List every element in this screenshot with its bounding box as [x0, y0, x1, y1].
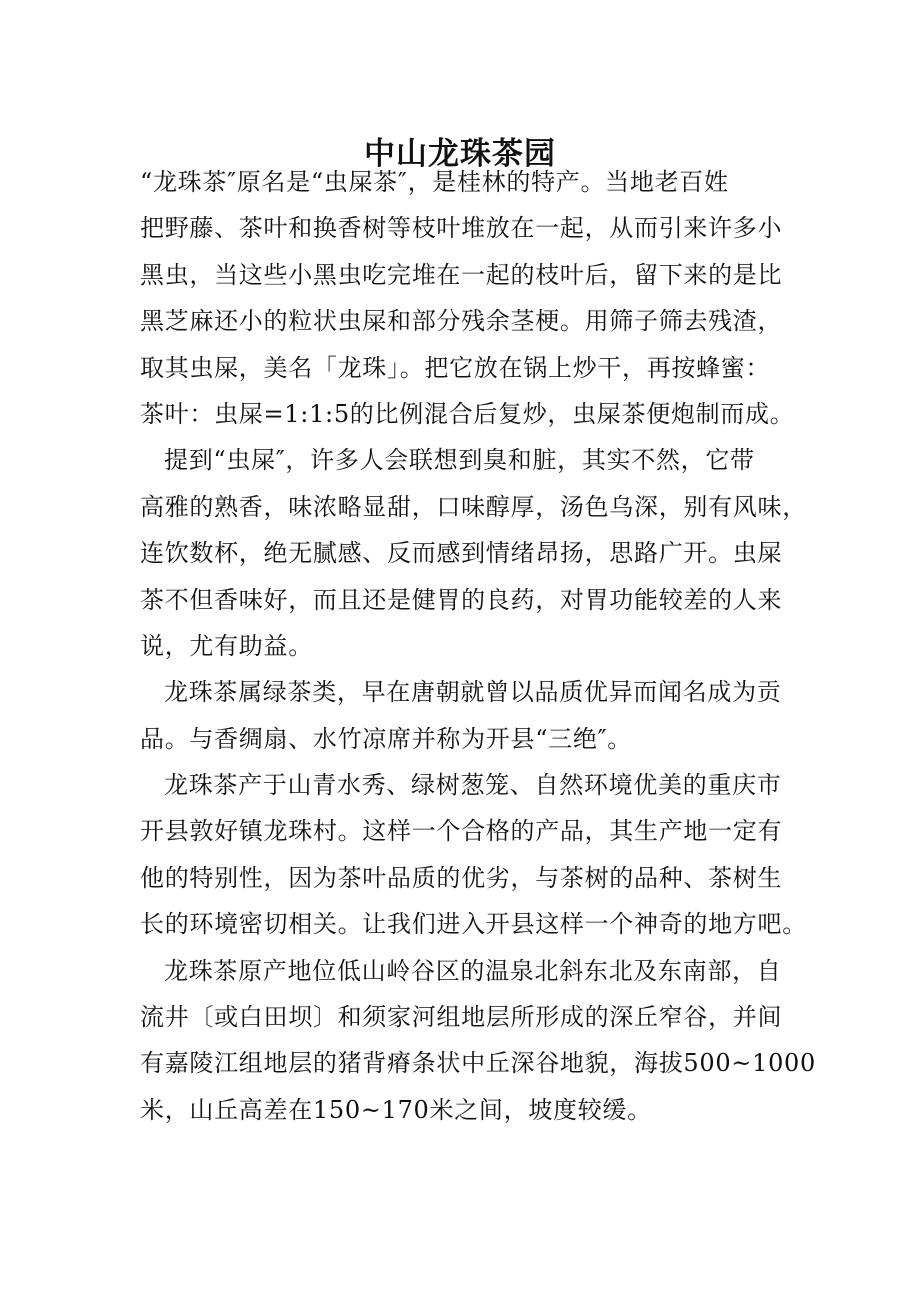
text-line: 龙珠茶属绿茶类，早在唐朝就曾以品质优异而闻名成为贡 — [164, 678, 782, 707]
text-line: 黑虫，当这些小黑虫吃完堆在一起的枝叶后，留下来的是比 — [140, 260, 783, 289]
text-line: 他的特别性，因为茶叶品质的优劣，与茶树的品种、茶树生 — [140, 863, 783, 892]
text-line: 茶不但香味好，而且还是健胃的良药，对胃功能较差的人来 — [140, 585, 783, 614]
paragraph — [140, 437, 807, 669]
paragraph — [140, 669, 800, 762]
text-line: 流井〔或白田坝〕和须家河组地层所形成的深丘窄谷，并间 — [140, 1003, 783, 1032]
paragraph — [140, 762, 807, 948]
text-line: 连饮数杯，绝无腻感、反而感到情绪昂扬，思路广开。虫屎 — [140, 539, 783, 568]
paragraph — [140, 159, 800, 437]
text-line: 开县敦好镇龙珠村。这样一个合格的产品，其生产地一定有 — [140, 817, 783, 846]
text-line: 提到“虫屎″，许多人会联想到臭和脏，其实不然，它带 — [164, 446, 755, 475]
text-line: 龙珠茶原产地位低山岭谷区的温泉北斜东北及东南部，自 — [164, 956, 782, 985]
paragraph — [140, 948, 816, 1134]
text-line: 米，山丘高差在150~170米之间，坡度较缓。 — [140, 1095, 652, 1124]
document-body — [140, 159, 816, 1133]
text-line: 品。与香绸扇、水竹凉席并称为开县“三绝″。 — [140, 724, 632, 753]
text-line: 说，尤有助益。 — [140, 631, 313, 660]
text-line: 把野藤、茶叶和换香树等枝叶堆放在一起，从而引来许多小 — [140, 214, 783, 243]
text-line: 长的环境密切相关。让我们进入开县这样一个神奇的地方吧。 — [140, 910, 807, 939]
text-line: 黑芝麻还小的粒状虫屎和部分残余茎梗。用筛子筛去残渣， — [140, 307, 783, 336]
text-line: 有嘉陵江组地层的猪背瘠条状中丘深谷地貌，海拔500~1000 — [140, 1049, 816, 1078]
text-line: 茶叶：虫屎=1:1:5的比例混合后复炒，虫屎茶便炮制而成。 — [140, 399, 795, 428]
document-title: 中山龙珠茶园 — [364, 135, 556, 172]
text-line: 高雅的熟香，味浓略显甜，口味醇厚，汤色乌深，别有风味， — [140, 492, 807, 521]
text-line: 取其虫屎，美名「龙珠」。把它放在锅上炒干，再按蜂蜜： — [140, 353, 771, 382]
text-line: “龙珠茶″原名是“虫屎茶″，是桂林的特产。当地老百姓 — [140, 168, 729, 196]
text-line: 龙珠茶产于山青水秀、绿树葱笼、自然环境优美的重庆市 — [164, 771, 782, 800]
